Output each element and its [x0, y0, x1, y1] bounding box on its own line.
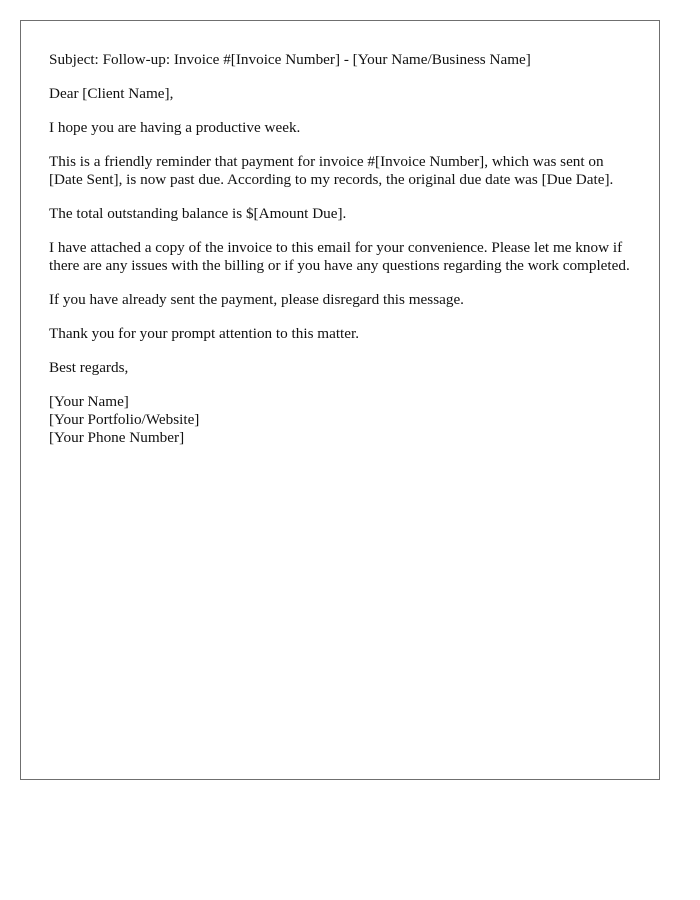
- letter-closing: Best regards,: [49, 359, 129, 376]
- letter-reminder-paragraph: This is a friendly reminder that payment for invoice #[Invoice Number], which was sent on [Date Sent], is now past due. According to my records, the original due date was [Due Date].: [49, 153, 614, 188]
- letter-disregard-paragraph: If you have already sent the payment, please disregard this message.: [49, 291, 464, 308]
- letter-balance-paragraph: The total outstanding balance is $[Amount Due].: [49, 205, 347, 222]
- letter-intro-paragraph: I hope you are having a productive week.: [49, 119, 301, 136]
- signature-phone: [Your Phone Number]: [49, 429, 185, 446]
- letter-greeting: Dear [Client Name],: [49, 85, 174, 102]
- letter-subject: Subject: Follow-up: Invoice #[Invoice Number] - [Your Name/Business Name]: [49, 51, 531, 68]
- signature-name: [Your Name]: [49, 393, 129, 410]
- signature-portfolio: [Your Portfolio/Website]: [49, 411, 200, 428]
- signature-block: [49, 393, 631, 447]
- letter-attachment-paragraph: I have attached a copy of the invoice to this email for your convenience. Please let me know if there are any issues with the billing or if you have any questions regarding the work completed.: [49, 239, 630, 274]
- letter-document: [20, 20, 660, 780]
- letter-thanks-paragraph: Thank you for your prompt attention to this matter.: [49, 325, 360, 342]
